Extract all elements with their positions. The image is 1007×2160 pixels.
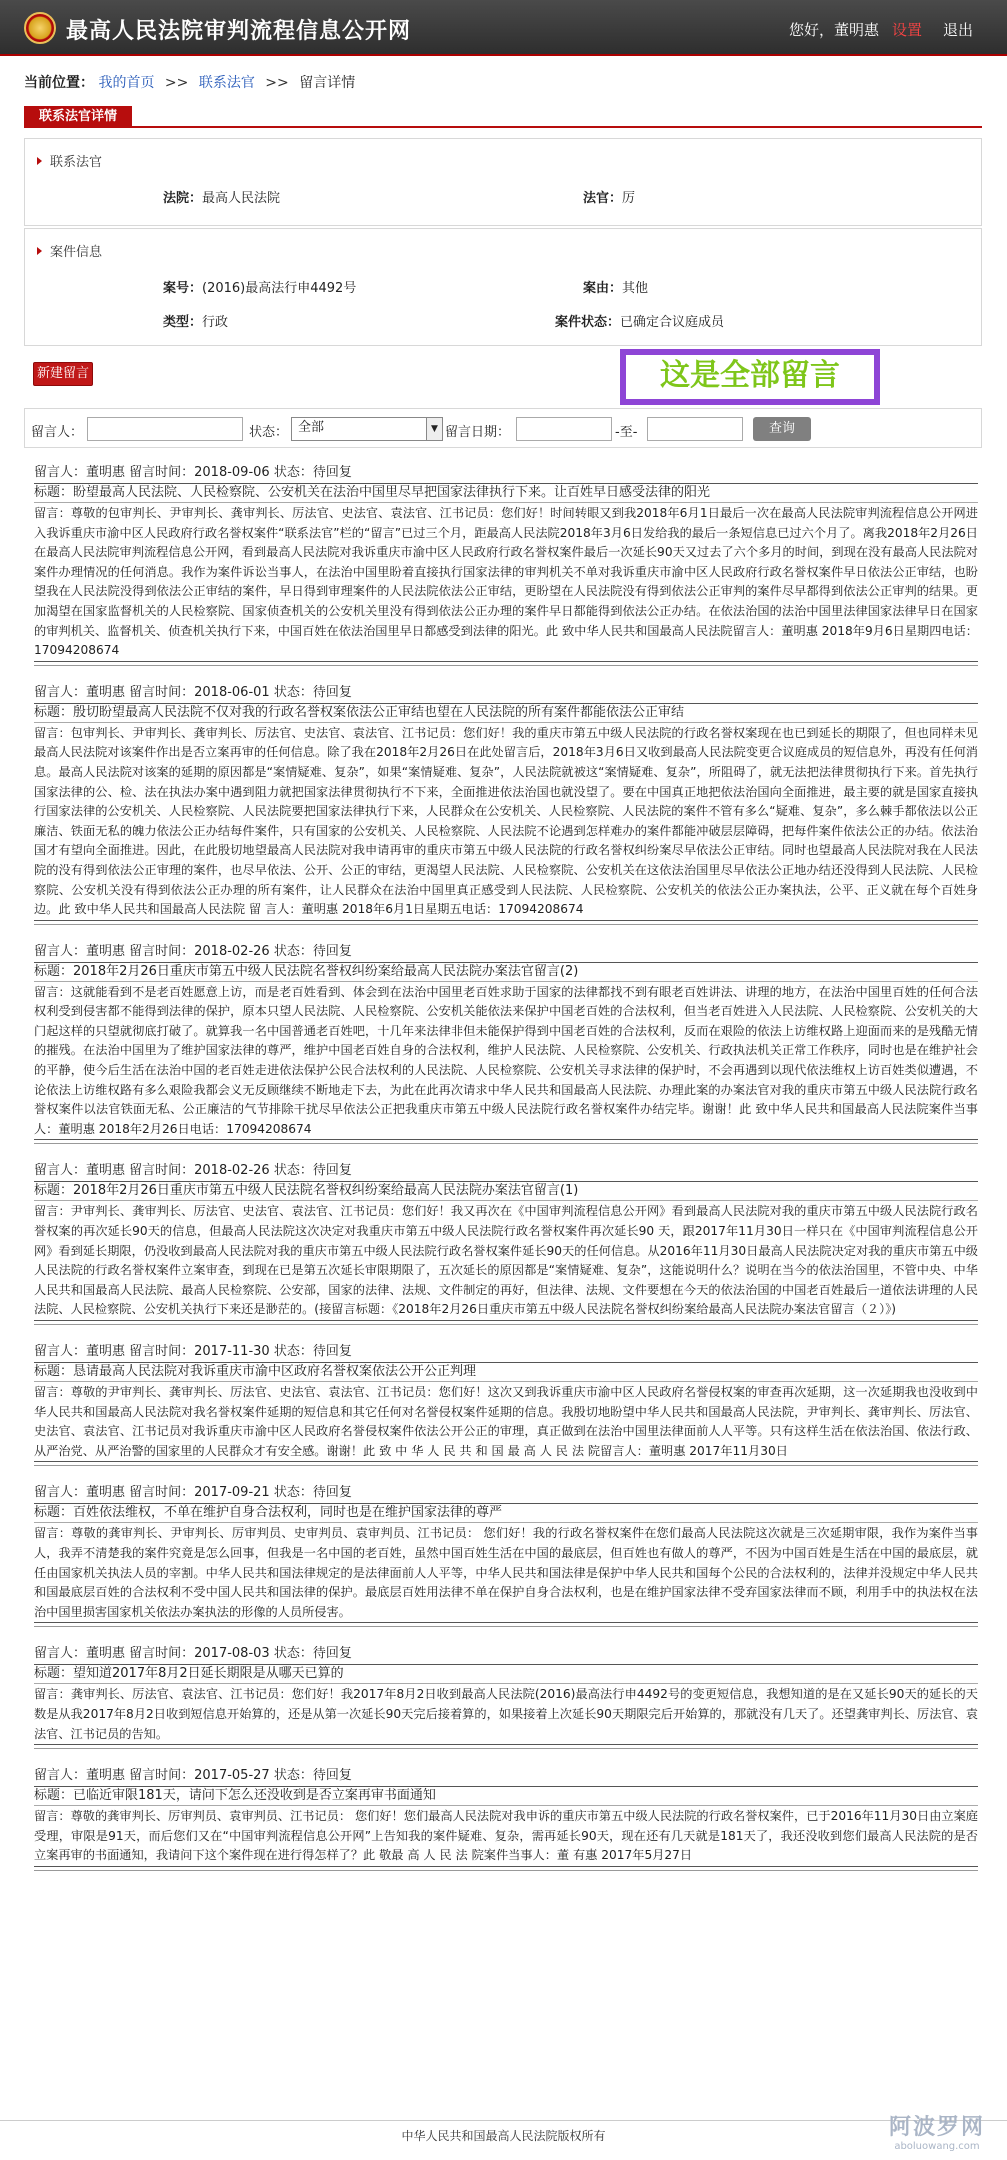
case-cause-field: [583, 277, 648, 296]
watermark-domain: aboluowang.com: [894, 2141, 980, 2152]
judge-value: 厉: [622, 191, 636, 206]
case-number-label: 案号：: [163, 281, 203, 296]
new-message-button[interactable]: 新建留言: [33, 362, 93, 386]
poster-label: 留言人：: [31, 425, 84, 440]
user-greeting: 您好，董明惠: [789, 21, 880, 39]
settings-link[interactable]: 设置: [892, 21, 923, 39]
breadcrumb-label: 当前位置：: [24, 75, 94, 91]
triangle-bullet-icon: [37, 247, 42, 255]
breadcrumb-home[interactable]: 我的首页: [98, 75, 155, 91]
breadcrumb-separator: >>: [265, 75, 289, 91]
message-body: 留言：尹审判长、龚审判长、厉法官、史法官、袁法官、江书记员：您们好！我又再次在《中国审判流程信息公开网》看到最高人民法院对我的重庆市第五中级人民法院行政名誉权案的再次延长90天的信息，但最高人民法院这次决定对我重庆市第五中级人民法院行政名誉权案件再次延长90 天，跟2017年11月30日一样只在《中国审判流程信息公开网》看到延长期限，仍没收到最高人民法院对我的重庆市第五中级人民法院行政名誉权案件延长90天的任何信息。从2016年11月30日最高人民法院决定对我的重庆市第五中级人民法院的行政名誉权案件立案审查，到现在已是第五次延长审限期限了，五次延长的原因都是“案情疑难、复杂”，这能说明什么？说明在当今的依法治国里，不管中央、中华人民共和国最高人民法院、最高人民检察院、公安部，国家的法律、法规、文件制定的再好，但法律、法规、文件要想在今天的依法治国的中国老百姓最后一道依法讲理的人民法院、人民检察院、公安机关执行下来还是渺茫的。(接留言标题：《2018年2月26日重庆市第五中级人民法院名誉权纠纷案给最高人民法院办案法官留言（２）》): [34, 1201, 978, 1321]
case-status-field: [555, 311, 724, 330]
message-title: 标题：2018年2月26日重庆市第五中级人民法院名誉权纠纷案给最高人民法院办案法官留言(1): [34, 1182, 978, 1201]
message-meta: 留言人：董明惠 留言时间：2017-09-21 状态：待回复: [34, 1484, 978, 1504]
message-title: 标题：望知道2017年8月2日延长期限是从哪天已算的: [34, 1665, 978, 1684]
triangle-bullet-icon: [37, 157, 42, 165]
message-title: 标题：殷切盼望最高人民法院不仅对我的行政名誉权案依法公正审结也望在人民法院的所有案件都能依法公正审结: [34, 704, 978, 723]
start-date-input[interactable]: [516, 417, 612, 441]
query-button[interactable]: 查询: [753, 417, 811, 441]
judge-label: 法官：: [583, 191, 623, 206]
status-select[interactable]: [291, 417, 443, 441]
date-label: 留言日期：: [445, 425, 511, 440]
case-type-label: 类型：: [163, 315, 203, 330]
message-body: 留言：尊敬的包审判长、尹审判长、龚审判长、厉法官、史法官、袁法官、江书记员：您们好！时间转眼又到我2018年6月1日最后一次在最高人民法院审判流程信息公开网进入我诉重庆市渝中区人民政府行政名誉权案件“联系法官”栏的“留言”已过三个月，距最高人民法院2018年3月6日发给我的最后一条短信息已过六个月了。离我2018年2月26日在最高人民法院审判流程信息公开网，看到最高人民法院对我诉重庆市渝中区人民政府行政名誉权案件最后一次延长90天又过去了六个多月的时间，到现在没有最高人民法院对案件办理情况的任何消息。我作为案件诉讼当事人，在法治中国里盼着直接执行国家法律的审判机关不单对我诉重庆市渝中区人民政府行政名誉权案件早日依法公正审结，也盼望我在人民法院没得到依法公正审结的案件，早日得到审理案件的人民法院依法公正审结，更盼望在人民法院没有得到依法公正审判的案件尽早都得到依法公正审判的结果。更加渴望在国家监督机关的人民检察院、国家侦查机关的公安机关里没有得到依法公正办理的案件早日都能得到依法公正办结。在依法治国的法治中国里法律国家法律早日在国家的审判机关、监督机关、侦查机关执行下来，中国百姓在依法治国里早日都感受到法律的阳光。此 致中华人民共和国最高人民法院留言人：董明惠 2018年9月6日星期四电话：17094208674: [34, 503, 978, 662]
date-range-separator: -至-: [615, 425, 638, 440]
contact-judge-panel: [24, 138, 982, 226]
message-divider: [34, 1626, 978, 1627]
message-title: 标题：2018年2月26日重庆市第五中级人民法院名誉权纠纷案给最高人民法院办案法官留言(2): [34, 963, 978, 982]
message-body: 留言：尊敬的龚审判长、尹审判长、厉审判员、史审判员、袁审判员、江书记员： 您们好！我的行政名誉权案件在您们最高人民法院这次就是三次延期审限，我作为案件当事人，我弄不清楚我的案件究竟是怎么回事，但我是一名中国的老百姓，虽然中国百姓生活在中国的最底层，但百姓也有做人的尊严，不因为中国百姓是生活在中国的最底层，就任由国家机关执法人员的宰割。中华人民共和国法律规定的是法律面前人人平等，中华人民共和国法律是保护中华人民共和国每个公民的合法权利的，法律并没规定中华人民共和国最底层百姓的合法权利不受中国人民共和国法律的保护。最底层百姓用法律不单在保护自身合法权利，也是在维护国家法律不受弃国家法律而不顾，利用手中的执法权在法治中国里损害国家机关依法办案执法的形像的人员所侵害。: [34, 1523, 978, 1623]
end-date-input[interactable]: [647, 417, 743, 441]
watermark-name: 阿波罗网: [888, 2115, 985, 2140]
message-divider: [34, 1143, 978, 1144]
message-title: 标题：百姓依法维权，不单在维护自身合法权利，同时也是在维护国家法律的尊严: [34, 1504, 978, 1523]
case-cause-label: 案由：: [583, 281, 623, 296]
message-meta: 留言人：董明惠 留言时间：2018-02-26 状态：待回复: [34, 943, 978, 963]
message-body: 留言：龚审判长、厉法官、袁法官、江书记员：您们好！我2017年8月2日收到最高人民法院(2016)最高法行申4492号的变更短信息，我想知道的是在又延长90天的延长的天数是从我2017年8月2日收到短信息开始算的，还是从第一次延长90天完后接着算的，如果接着上次延长90天期限完后开始算的，那就没有几天了。还望龚审判长、厉法官、袁法官、江书记员的告知。: [34, 1684, 978, 1745]
case-type-field: [163, 311, 228, 330]
message-title: 标题：已临近审限181天，请问下怎么还没收到是否立案再审书面通知: [34, 1787, 978, 1806]
message-list: [34, 464, 978, 1889]
court-emblem-icon: [24, 12, 56, 44]
message-item: [34, 1645, 978, 1749]
case-cause-value: 其他: [622, 281, 649, 296]
case-status-label: 案件状态：: [555, 315, 621, 330]
case-status-value: 已确定合议庭成员: [620, 315, 725, 330]
annotation-label: 这是全部留言: [620, 349, 880, 405]
judge-field: [583, 187, 635, 206]
message-divider: [34, 1324, 978, 1325]
message-meta: 留言人：董明惠 留言时间：2018-06-01 状态：待回复: [34, 684, 978, 704]
message-meta: 留言人：董明惠 留言时间：2018-09-06 状态：待回复: [34, 464, 978, 484]
tab-underline: [24, 126, 982, 128]
poster-input[interactable]: [87, 417, 243, 441]
status-selected-value: 全部: [298, 420, 325, 435]
site-watermark: [877, 2115, 997, 2157]
message-title: 标题：恳请最高人民法院对我诉重庆市渝中区政府名誉权案依法公开公正判理: [34, 1363, 978, 1382]
message-item: [34, 464, 978, 666]
top-bar: [0, 0, 1007, 56]
panel-header: [37, 241, 102, 260]
message-body: 留言：这就能看到不是老百姓愿意上访，而是老百姓看到、体会到在法治中国里老百姓求助于国家的法律都找不到有眼老百姓讲法、讲理的地方，在法治中国里百姓的任何合法权利受到侵害都不能得到法律的保护，原本只望人民法院、人民检察院、公安机关能依法来保护中国老百姓的合法权利，但当老百姓进入人民法院、人民检察院、公安机关的大门起这样的只望就彻底打破了。就算我一名中国普通老百姓吧，十几年来法律非但未能保护得到中国老百姓的合法权利，反而在艰险的依法上访维权路上迎面而来的是残酷无情的摧残。在法治中国里为了维护国家法律的尊严，维护中国老百姓自身的合法权利，维护人民法院、人民检察院、公安机关、行政执法机关正常工作秩序，同时也是在维护社会的平静，使今后生活在法治中国的老百姓走进依法保护公民合法权利的人民法院、人民检察院、公安机关寻求法律的保护时，不会再遇到以现代依法维权上访百姓类似遭遇，不论依法上访维权路有多么艰险我都会义无反顾继续不断地走下去，为此在此再次请求中华人民共和国最高人民法院、办理此案的办案法官对我的重庆市第五中级人民法院行政名誉权案件以法官铁面无私、公正廉洁的气节排除干扰尽早依法公正把我重庆市第五中级人民法院行政名誉权案件办结完毕。谢谢！此 致中华人民共和国最高人民法院案件当事人：董明惠 2018年2月26日电话：17094208674: [34, 982, 978, 1141]
case-number-value: (2016)最高法行申4492号: [202, 281, 357, 296]
message-item: [34, 1343, 978, 1466]
message-filter-bar: [24, 408, 982, 448]
message-body: 留言：尊敬的尹审判长、龚审判长、厉法官、史法官、袁法官、江书记员：您们好！这次又到我诉重庆市渝中区人民政府名誉侵权案的审查再次延期，这一次延期我也没收到中华人民共和国最高人民法院对我名誉权案件延期的短信息和其它任何对名誉侵权案件延期的信息。我殷切地盼望中华人民共和国最高人民法院，尹审判长、龚审判长、厉法官、史法官、袁法官、江书记员对我诉重庆市渝中区人民政府名誉侵权案件依法公开公正的审理，真正做到在法治中国里法律面前人人平等。只有这样生活在依法治国、依法行政、从严治党、从严治警的国家里的人民群众才有安全感。谢谢！此 致 中 华 人 民 共 和 国 最 高 人 民 法 院留言人：董明惠 2017年11月30日: [34, 1382, 978, 1462]
court-value: 最高人民法院: [202, 191, 281, 206]
breadcrumb-current: 留言详情: [299, 75, 356, 91]
breadcrumb-separator: >>: [164, 75, 189, 91]
case-info-panel: [24, 228, 982, 346]
message-item: [34, 684, 978, 925]
status-label: 状态：: [249, 425, 289, 440]
message-divider: [34, 665, 978, 666]
panel-title: 案件信息: [50, 245, 103, 260]
message-body: 留言：尊敬的龚审判长、厉审判员、袁审判员、江书记员： 您们好！您们最高人民法院对我申诉的重庆市第五中级人民法院的行政名誉权案件，已于2016年11月30日由立案庭受理，审限是91天，而后您们又在“中国审判流程信息公开网”上告知我的案件疑难、复杂，需再延长90天，现在还有几天就是181天了，我还没收到您们最高人民法院的是否立案再审的书面通知，我请问下这个案件现在进行得怎样了？此 敬最 高 人 民 法 院案件当事人：董 有惠 2017年5月27日: [34, 1806, 978, 1867]
message-divider: [34, 1870, 978, 1871]
message-divider: [34, 924, 978, 925]
case-type-value: 行政: [202, 315, 229, 330]
breadcrumb: [24, 72, 355, 92]
message-item: [34, 1484, 978, 1627]
court-label: 法院：: [163, 191, 203, 206]
message-meta: 留言人：董明惠 留言时间：2018-02-26 状态：待回复: [34, 1162, 978, 1182]
footer-copyright: 中华人民共和国最高人民法院版权所有: [0, 2120, 1007, 2160]
message-body: 留言：包审判长、尹审判长、龚审判长、厉法官、史法官、袁法官、江书记员：您们好！我的重庆市第五中级人民法院的行政名誉权案现在也已到延长的期限了，但也同样未见最高人民法院对该案件作出是否立案再审的任何信息。除了我在2018年2月26日在此处留言后，2018年3月6日又收到最高人民法院变更合议庭成员的短信息外，再没有任何消息。最高人民法院对该案的延期的原因都是“案情疑难、复杂”，如果“案情疑难、复杂”，人民法院就被这“案情疑难、复杂”，所阻碍了，就无法把法律贯彻执行下来。首先执行国家法律的公、检、法在执法办案中遇到阻力就把国家法律贯彻执行不下来，全面推进依法治国也就没望了。要在中国真正地把依法治国向全面推进，最主要的就是国家直接执行国家法律的公安机关、人民检察院、人民法院要把国家法律执行下来，人民群众在公安机关、人民检察院、人民法院的案件不管有多么“疑难、复杂”，多么棘手都依法以公正廉洁、铁面无私的魄力依法公正办结每件案件，只有国家的公安机关、人民检察院、人民法院不论遇到怎样难办的案件都能冲破层层障碍，把每件案件依法公正的办结。依法治国才有望向全面推进。因此，在此殷切地望最高人民法院对我申请再审的重庆市第五中级人民法院的行政名誉权纠纷案尽早依法公正审结。同时也望最高人民法院对我在人民法院的没有得到依法公正审理的案件，也尽早依法、公开、公正的审结，更渴望人民法院、人民检察院、公安机关在这依法治国里尽早依法公正地办结还没得到人民法院、人民检察院、公安机关没有得到依法公正办理的所有案件，让人民群众在法治中国里真正感受到人民法院、人民检察院、公安机关的依法公正办案执法，公平、正义就在每个百姓身边。此 致中华人民共和国最高人民法院 留 言人：董明惠 2018年6月1日星期五电话：17094208674: [34, 723, 978, 921]
message-title: 标题：盼望最高人民法院、人民检察院、公安机关在法治中国里尽早把国家法律执行下来。让百姓早日感受法律的阳光: [34, 484, 978, 503]
panel-title: 联系法官: [50, 155, 103, 170]
court-field: [163, 187, 280, 206]
panel-header: [37, 151, 102, 170]
site-title[interactable]: 最高人民法院审判流程信息公开网: [66, 19, 412, 44]
case-number-field: [163, 277, 356, 296]
chevron-down-icon[interactable]: ▼: [426, 418, 442, 440]
message-meta: 留言人：董明惠 留言时间：2017-05-27 状态：待回复: [34, 1767, 978, 1787]
message-meta: 留言人：董明惠 留言时间：2017-08-03 状态：待回复: [34, 1645, 978, 1665]
message-divider: [34, 1465, 978, 1466]
tab-contact-judge-detail[interactable]: 联系法官详情: [24, 106, 132, 128]
message-item: [34, 1767, 978, 1871]
message-item: [34, 1162, 978, 1325]
logout-link[interactable]: 退出: [943, 21, 974, 39]
message-item: [34, 943, 978, 1145]
message-meta: 留言人：董明惠 留言时间：2017-11-30 状态：待回复: [34, 1343, 978, 1363]
breadcrumb-contact-judge[interactable]: 联系法官: [198, 75, 255, 91]
message-divider: [34, 1748, 978, 1749]
